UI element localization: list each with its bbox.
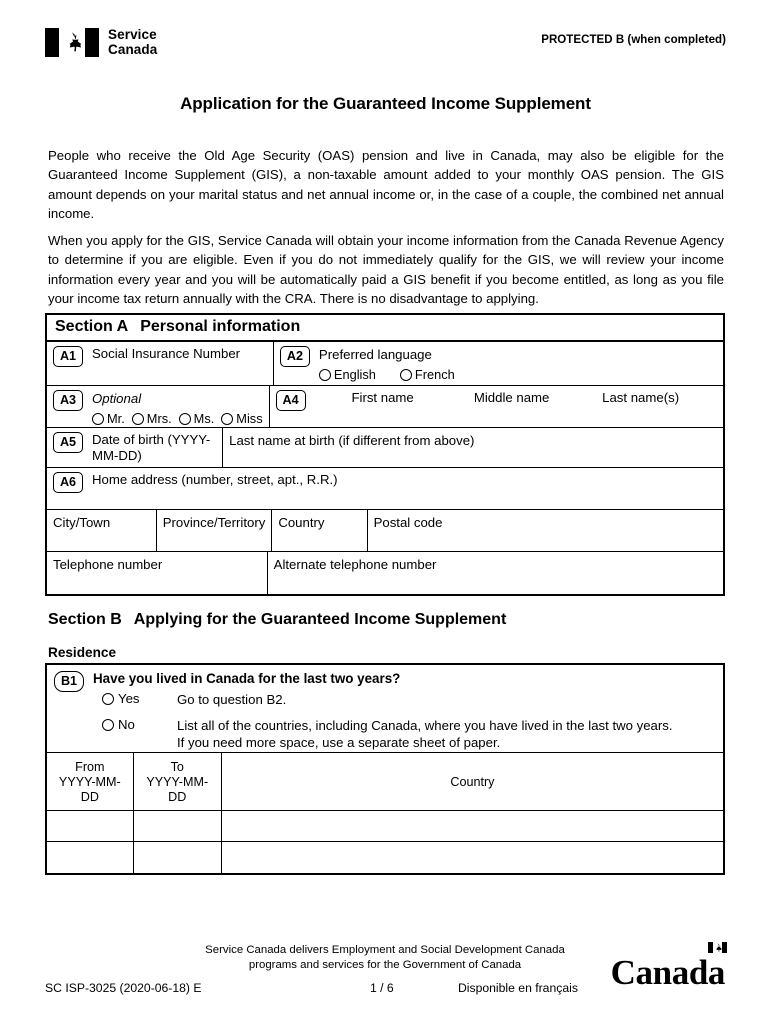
badge-b1: B1 — [54, 671, 84, 692]
badge-a2: A2 — [280, 346, 310, 367]
residence-cell-to[interactable] — [134, 811, 222, 841]
logo-line-service: Service — [108, 27, 157, 42]
radio-yes[interactable] — [102, 693, 114, 705]
radio-miss[interactable] — [221, 413, 233, 425]
label-french: French — [414, 367, 455, 382]
label-postal-code: Postal code — [373, 515, 443, 530]
page-title: Application for the Guaranteed Income Supplement — [180, 94, 591, 113]
intro-paragraph-1 — [48, 146, 724, 224]
badge-a5: A5 — [53, 432, 83, 453]
section-a-header — [47, 315, 723, 342]
protected-marking: PROTECTED B (when completed) — [541, 34, 726, 46]
intro-paragraph-2 — [48, 231, 724, 309]
name-column-labels — [315, 390, 705, 405]
badge-a3: A3 — [53, 390, 83, 411]
field-province-territory[interactable] — [157, 510, 273, 551]
section-b-box — [45, 663, 725, 875]
page-number: 1 / 6 — [370, 981, 394, 995]
label-miss: Miss — [236, 411, 263, 426]
question-b1-text: Have you lived in Canada for the last two years? — [93, 671, 401, 686]
label-mr: Mr. — [107, 411, 125, 426]
row-sin-language — [47, 342, 723, 386]
badge-a6: A6 — [53, 472, 83, 493]
residence-cell-from[interactable] — [47, 842, 134, 873]
row-question-b1 — [47, 665, 723, 753]
section-a-box — [45, 313, 725, 596]
label-last-name-at-birth: Last name at birth (if different from above) — [229, 433, 475, 448]
badge-a1: A1 — [53, 346, 83, 367]
residence-cell-country[interactable] — [222, 842, 723, 873]
residence-header-to-line2: YYYY-MM-DD — [146, 774, 209, 804]
radio-mr[interactable] — [92, 413, 104, 425]
badge-a4: A4 — [276, 390, 306, 411]
radio-no[interactable] — [102, 719, 114, 731]
label-preferred-language: Preferred language — [318, 347, 432, 362]
label-city-town: City/Town — [53, 515, 111, 530]
canada-wordmark — [611, 955, 725, 990]
french-availability-note: Disponible en français — [458, 981, 578, 995]
field-title-optional[interactable] — [47, 386, 270, 427]
field-country[interactable] — [272, 510, 367, 551]
field-alternate-telephone-number[interactable] — [268, 552, 723, 594]
radio-option-yes[interactable] — [93, 691, 177, 706]
section-b-title: Applying for the Guaranteed Income Supplement — [133, 611, 507, 628]
radio-french[interactable] — [400, 369, 412, 381]
intro-text-1: People who receive the Old Age Security (OAS) pension and live in Canada, may also be eligible for the Guaranteed Income Supplement (GIS), a non-taxable amount added to your monthly OAS pension. The GIS amount depends on your marital status and net annual income or, in the case of a couple, the combined net annual income. — [48, 148, 724, 222]
instruction-no-line-1: List all of the countries, including Canada, where you have lived in the last two years. — [177, 718, 673, 733]
section-b-header — [48, 611, 506, 629]
label-first-name: First name — [351, 390, 414, 405]
instruction-no-line-2: If you need more space, use a separate sheet of paper. — [177, 735, 501, 750]
label-social-insurance-number: Social Insurance Number — [92, 346, 241, 361]
label-middle-name: Middle name — [473, 390, 550, 405]
label-yes: Yes — [118, 691, 140, 706]
label-country: Country — [278, 515, 325, 530]
section-b-label: Section B — [48, 611, 122, 628]
residence-header-to — [134, 753, 222, 810]
radio-option-mr[interactable] — [92, 411, 125, 426]
residence-cell-to[interactable] — [134, 842, 222, 873]
residence-header-country — [222, 753, 723, 810]
radio-option-miss[interactable] — [221, 411, 262, 426]
form-code: SC ISP-3025 (2020-06-18) E — [45, 981, 202, 995]
intro-text-2: When you apply for the GIS, Service Canada will obtain your income information from the Canada Revenue Agency to determine if you are eligible. Even if you do not immediately qualify for the GIS, we will review your income information every year and you will be automatically paid a GIS benefit if you become entitled, as long as you file your income tax return annually with the CRA. There is no disadvantage to applying. — [48, 233, 724, 307]
field-date-of-birth[interactable] — [47, 428, 223, 467]
radio-option-no[interactable] — [93, 717, 177, 732]
field-home-address[interactable] — [47, 468, 723, 509]
radio-english[interactable] — [319, 369, 331, 381]
title-radio-group — [92, 411, 263, 426]
residence-header-from — [47, 753, 134, 810]
radio-option-ms[interactable] — [179, 411, 215, 426]
row-title-name — [47, 386, 723, 428]
residence-header-to-line1: To — [170, 759, 184, 774]
label-ms: Ms. — [193, 411, 215, 426]
b1-answer-yes[interactable] — [93, 691, 717, 708]
service-canada-wordmark — [108, 28, 157, 57]
logo-line-canada: Canada — [108, 41, 158, 57]
field-postal-code[interactable] — [368, 510, 723, 551]
label-province-territory: Province/Territory — [162, 515, 266, 530]
label-telephone-number: Telephone number — [53, 557, 163, 572]
residence-cell-from[interactable] — [47, 811, 134, 841]
label-home-address: Home address (number, street, apt., R.R.) — [92, 472, 338, 487]
footer-note-line-2: programs and services for the Government of Canada — [248, 958, 522, 971]
question-b1 — [47, 665, 723, 752]
field-preferred-language[interactable] — [274, 342, 723, 385]
table-row — [47, 842, 723, 873]
residence-subheading: Residence — [48, 645, 117, 660]
canada-wordmark-last-letter: a — [707, 953, 725, 992]
label-mrs: Mrs. — [146, 411, 172, 426]
section-a-label: Section A — [55, 318, 129, 335]
field-telephone-number[interactable] — [47, 552, 268, 594]
radio-option-french[interactable] — [400, 367, 455, 382]
table-row — [47, 811, 723, 842]
canada-flag-icon — [45, 28, 99, 57]
residence-header-country-line1: Country — [450, 774, 495, 789]
label-date-of-birth: Date of birth (YYYY-MM-DD) — [92, 432, 211, 463]
residence-table-header — [47, 753, 723, 811]
canada-flag-icon — [708, 942, 727, 953]
language-radio-group — [319, 367, 455, 382]
residence-header-from-line1: From — [75, 759, 105, 774]
label-no: No — [118, 717, 135, 732]
instruction-yes: Go to question B2. — [177, 692, 287, 707]
b1-answer-no[interactable] — [93, 717, 717, 751]
label-optional: Optional — [92, 391, 142, 406]
section-a-title: Personal information — [140, 318, 301, 335]
radio-option-english[interactable] — [319, 367, 376, 382]
residence-header-from-line2: YYYY-MM-DD — [58, 774, 121, 804]
field-last-name-at-birth[interactable] — [223, 428, 723, 467]
label-last-names: Last name(s) — [602, 390, 680, 405]
row-home-address — [47, 468, 723, 510]
canada-wordmark-text: Canad — [610, 953, 708, 992]
field-names[interactable] — [270, 386, 723, 427]
radio-ms[interactable] — [179, 413, 191, 425]
label-alternate-telephone-number: Alternate telephone number — [273, 557, 437, 572]
label-english: English — [333, 367, 376, 382]
radio-option-mrs[interactable] — [132, 411, 172, 426]
radio-mrs[interactable] — [132, 413, 144, 425]
row-telephone — [47, 552, 723, 594]
row-address-details — [47, 510, 723, 552]
page-header — [45, 28, 726, 72]
field-social-insurance-number[interactable] — [47, 342, 274, 385]
field-city-town[interactable] — [47, 510, 157, 551]
row-dob-birthname — [47, 428, 723, 468]
residence-cell-country[interactable] — [222, 811, 723, 841]
footer-note-line-1: Service Canada delivers Employment and Social Development Canada — [205, 944, 565, 956]
